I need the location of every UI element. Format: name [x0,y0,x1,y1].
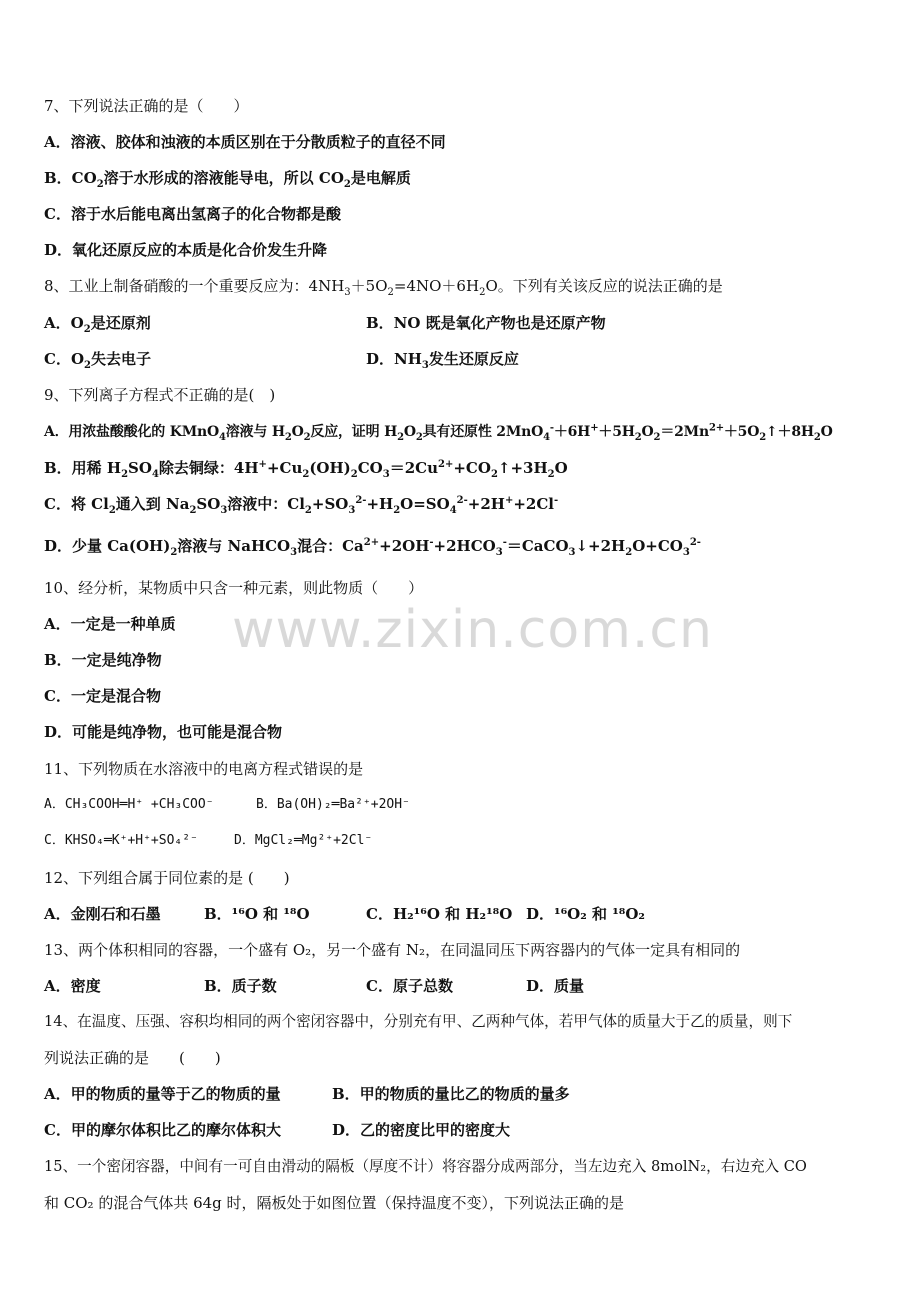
question-11-option-b: B．Ba(OH)₂═Ba²⁺+2OH⁻ [256,797,410,812]
question-10-stem: 10、经分析，某物质中只含一种元素，则此物质（ ） [44,579,424,597]
question-9-option-d: D．少量 $Ca(OH)_2$溶液与 NaHCO$_3$混合：$Ca^{2+}+2OH^-+2HCO_3^-=CaCO_3↓+2H_2O+CO_3^{2-}$ [44,537,701,558]
question-8-option-d: D．$NH_3$发生还原反应 [366,350,519,371]
question-14-stem-line1: 14、在温度、压强、容积均相同的两个密闭容器中，分别充有甲、乙两种气体，若甲气体的质量大于乙的质量，则下 [44,1013,793,1030]
question-11-option-d: D．MgCl₂═Mg²⁺+2Cl⁻ [234,833,373,848]
question-12-option-d: D．¹⁶O₂ 和 ¹⁸O₂ [526,905,646,923]
question-7-option-a: A．溶液、胶体和浊液的本质区别在于分散质粒子的直径不同 [44,133,446,151]
question-11-option-a: A．CH₃COOH═H⁺ +CH₃COO⁻ [44,797,214,812]
question-13-option-d: D．质量 [526,977,585,995]
question-11-stem: 11、下列物质在水溶液中的电离方程式错误的是 [44,760,364,778]
question-12-option-b: B．¹⁶O 和 ¹⁸O [204,905,310,923]
question-10-option-c: C．一定是混合物 [44,687,161,705]
question-13-option-a: A．密度 [44,977,101,995]
question-14-option-b: B．甲的物质的量比乙的物质的量多 [332,1085,570,1103]
question-11-option-c: C．KHSO₄═K⁺+H⁺+SO₄²⁻ [44,833,198,848]
question-9-option-a: A．用浓盐酸酸化的 KMnO$_4$溶液与 $H_2O_2$反应，证明 $H_2O_2$具有还原性 $2MnO_4^-+6H^++5H_2O_2=2Mn^{2+}+5O_2↑+8H_2O$ [44,422,833,443]
question-7-stem: 7、下列说法正确的是（ ） [44,97,249,115]
question-9-option-c: C．将 $Cl_2$通入到 $Na_2SO_3$溶液中：$Cl_2+SO_3^{2-}+H_2O=SO_4^{2-}+2H^++2Cl^-$ [44,495,559,516]
question-9-option-b: B．用稀 $H_2SO_4$除去铜绿：$4H^++Cu_2(OH)_2CO_3=2Cu^{2+}+CO_2↑+3H_2O$ [44,459,568,480]
question-12-option-a: A．金刚石和石墨 [44,905,161,923]
question-13-option-b: B．质子数 [204,977,277,995]
question-13-stem: 13、两个体积相同的容器，一个盛有 O₂，另一个盛有 N₂，在同温同压下两容器内的气体一定具有相同的 [44,941,741,959]
question-8-option-c: C．$O_2$失去电子 [44,350,151,371]
question-15-stem-line2: 和 CO₂ 的混合气体共 64g 时，隔板处于如图位置（保持温度不变），下列说法正确的是 [44,1194,625,1212]
question-7-option-c: C．溶于水后能电离出氢离子的化合物都是酸 [44,205,341,223]
question-14-option-c: C．甲的摩尔体积比乙的摩尔体积大 [44,1121,281,1139]
question-12-stem: 12、下列组合属于同位素的是 ( ) [44,869,290,887]
question-7-option-b: B．$CO_2$溶于水形成的溶液能导电，所以 $CO_2$是电解质 [44,169,411,190]
question-15-stem-line1: 15、一个密闭容器，中间有一可自由滑动的隔板（厚度不计）将容器分成两部分，当左边充入 8molN₂，右边充入 CO [44,1158,807,1175]
question-13-option-c: C．原子总数 [366,977,453,995]
question-14-stem-line2: 列说法正确的是 ( ) [44,1049,221,1067]
question-14-option-a: A．甲的物质的量等于乙的物质的量 [44,1085,281,1103]
question-12-option-c: C．H₂¹⁶O 和 H₂¹⁸O [366,905,513,923]
question-10-option-d: D．可能是纯净物，也可能是混合物 [44,723,283,741]
question-10-option-a: A．一定是一种单质 [44,615,176,633]
watermark: www.zixin.com.cn [232,600,713,660]
question-14-option-d: D．乙的密度比甲的密度大 [332,1121,511,1139]
question-9-stem: 9、下列离子方程式不正确的是( ) [44,386,276,404]
question-8-option-b: B．NO 既是氧化产物也是还原产物 [366,314,606,332]
question-10-option-b: B．一定是纯净物 [44,651,162,669]
question-8-option-a: A．$O_2$是还原剂 [44,314,151,335]
question-8-stem: 8、工业上制备硝酸的一个重要反应为：$4NH_3+5O_2=4NO+6H_2O$。下列有关该反应的说法正确的是 [44,277,723,298]
question-7-option-d: D．氧化还原反应的本质是化合价发生升降 [44,241,328,259]
